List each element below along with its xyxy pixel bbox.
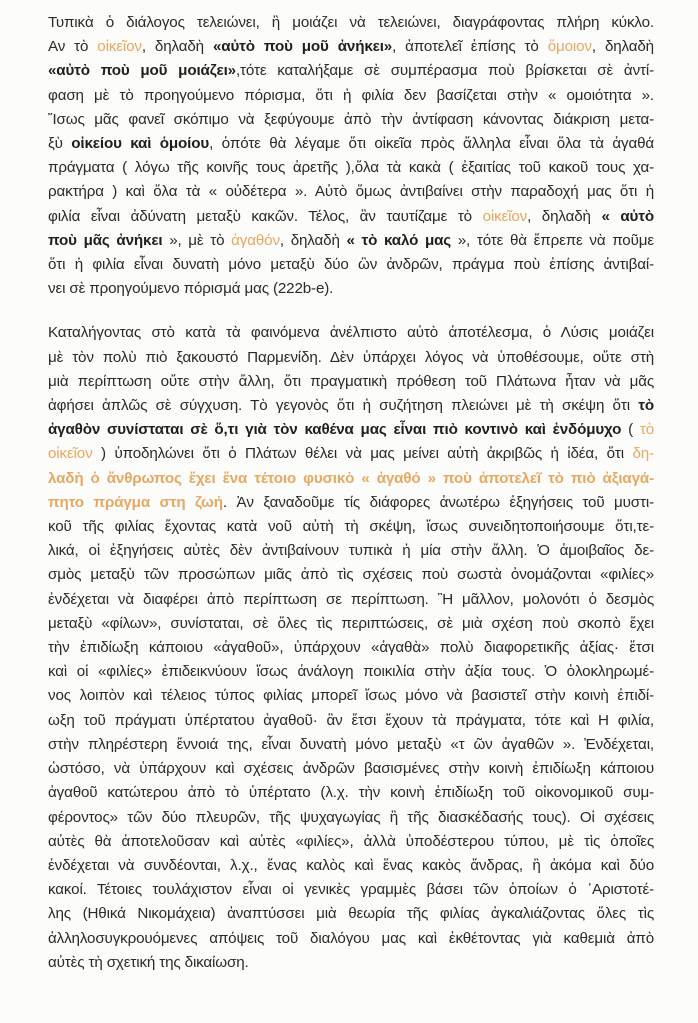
text-line [48,660,654,684]
text-run: λης (Ηθικά Νικομάχεια) ἀναπτύσσει μιὰ θεωρία τῆς φιλίας ἀγκαλιάζοντας ὅλες τὶς [48,905,654,923]
text-line [48,180,654,204]
text-line [48,346,654,370]
text-run: , δηλαδὴ [591,38,654,56]
bold-text-run: ἀγαθὸν συνίσταται σὲ ὅ,τι γιὰ τὸν καθένα μας εἶναι πιὸ κοντινὸ καὶ ἐνδόμυχο [48,421,622,439]
text-run: ὡστόσο, νὰ ὑπάρχουν καὶ σχέσεις ἀνδρῶν βασισμένες στὴν κοινὴ ἐπιδίωξη κάποιου [48,760,654,778]
bold-text-run: «αὐτὸ ποὺ μοῦ μοιάζει» [48,62,236,80]
bold-text-run: τὸ [638,397,654,415]
text-run: φιλία εἶναι ἀδύνατη μεταξὺ κακῶν. Τέλος, ἂν ταυτίζαμε τὸ [48,207,483,225]
highlighted-text-run: λαδὴ ὁ ἄνθρωπος ἔχει ἕνα τέτοιο φυσικὸ « ἀγαθό » ποὺ ἀποτελεῖ τὸ πιὸ ἀξιαγά- [48,469,654,487]
text-line [48,108,654,132]
text-line [48,132,654,156]
text-line [48,902,654,926]
text-run: ἀλληλοσυγκρουόμενες απόψεις τοῦ διαλόγου μας καὶ ἐκθέτοντας γιὰ καθεμιὰ ἀπὸ [48,929,654,947]
highlighted-text-run: δη- [632,445,654,463]
text-run: πράγματα ( λόγω τῆς κοινῆς τους ἀρετῆς ),ὅλα τὰ κακὰ ( ἐξαιτίας τοῦ κακοῦ τους χα- [48,159,654,177]
text-line [48,370,654,394]
text-run: νει σὲ προηγούμενο πόρισμά μας (222b-e). [48,280,334,298]
text-run: στὴν πληρέστερη ἔννοιά της, εἶναι δυνατὴ μόνο μεταξὺ «τ ῶν ἀγαθῶν ». Ἐνδέχεται, [48,735,654,753]
text-run: μὲ τὸν πολὺ πιὸ ξακουστό Παρμενίδη. Δὲν ὑπάρχει λόγος νὰ ὑποθέσουμε, οὔτε στὴ [48,348,654,366]
highlighted-text-run: πητο πράγμα στη ζωή [48,493,223,511]
text-run: ἀφήσει ἁπλῶς σὲ σύγχυση. Τὸ γεγονὸς ὅτι ἡ συζήτηση πλειώνει μὲ τὴ σκέψη ὅτι [48,397,639,415]
text-line [48,539,654,563]
text-run: αὐτὲς τὴ σχετική της δικαίωση. [48,953,249,971]
text-run: κοῦ τῆς φιλίας ἔχοντας κατὰ νοῦ αὐτὴ τὴ σκέψη, ἴσως συνειδητοποιήσουμε ὅτι,τε- [48,518,654,536]
text-run: , δηλαδὴ [141,38,213,56]
text-run: ) ὑποδηλώνει ὅτι ὁ Πλάτων θέλει νὰ μας μείνει αὐτὴ ἀκριβῶς ἡ ἰδέα, ὅτι [92,445,633,463]
text-line [48,757,654,781]
text-run: », μὲ τὸ [162,231,232,249]
text-run: Ἴσως μᾶς φανεῖ σκόπιμο νὰ ξεφύγουμε ἀπὸ τὴν ἀντίφαση κάνοντας διάκριση μετα- [48,110,654,128]
text-line [48,156,654,180]
bold-text-run: «αὐτὸ ποὺ μοῦ ἀνήκει» [212,38,393,56]
text-line [48,733,654,757]
text-line [48,927,654,951]
text-line [48,636,654,660]
text-run: αὐτὲς θὰ ἀποτελοῦσαν καὶ αὐτὲς «φιλίες», ἀλλὰ ὑποδέστερου τύπου, μὲ τὶς ὁποῖες [48,832,654,850]
text-line [48,11,654,35]
text-run: , ὁπότε θὰ λέγαμε ὅτι οἰκεῖα πρὸς ἄλληλα εἶναι ὅλα τὰ ἀγαθά [209,135,655,153]
paragraph-2 [48,321,654,974]
text-line [48,515,654,539]
text-run: καὶ οἱ «φιλίες» ἐπιδεικνύουν ἴσως ἀνάλογη ποικιλία στὴν ἀξία τους. Ὁ ὁλοκληρωμέ- [48,663,654,681]
highlighted-text-run: οἰκεῖον [48,445,93,463]
text-line [48,709,654,733]
text-line [48,951,654,975]
text-run: σμὸς μεταξὺ τῶν προσώπων μιᾶς ἀπὸ τὶς σχέσεις ποὺ σωστὰ ὀνομάζονται «φιλίες» [48,566,654,584]
text-line [48,35,654,59]
text-line [48,830,654,854]
text-run: ξὺ [48,135,72,153]
text-run: . Ἀν ξαναδοῦμε τίς διάφορες ἀνωτέρω ἐξηγήσεις τοῦ μυστι- [222,493,654,511]
text-line [48,854,654,878]
text-line [48,806,654,830]
text-run: », τότε θὰ ἔπρεπε νὰ ποῦμε [451,231,654,249]
text-run: ρακτήρα ) καὶ ὅλα τὰ « οὐδέτερα ». Αὐτὸ ὅμως ἀντιβαίνει στὴν παραδοχή μας ὅτι ἡ [48,183,654,201]
bold-text-run: « τὸ καλό μας [346,231,452,249]
text-line [48,59,654,83]
bold-text-run: « αὐτὸ [601,207,654,225]
text-run: Αν τὸ [48,38,98,56]
highlighted-text-run: τὸ [639,421,655,439]
text-run: τὴν ἐπιδίωξη κάποιου «ἀγαθοῦ», ὑπάρχουν «ἀγαθὰ» πολὺ διαφορετικῆς ἀξίας· ἔτσι [48,639,654,657]
text-line [48,394,654,418]
text-line [48,84,654,108]
text-run: ( [621,421,640,439]
bold-text-run: ποὺ μᾶς ἀνήκει [48,231,163,249]
text-run: , ἀποτελεῖ ἐπίσης τὸ [392,38,548,56]
text-line [48,491,654,515]
text-run: ἀγαθοῦ κατώτερου ἀπὸ τὸ ὑπέρτατο (λ.χ. τὴν κοινὴ ἐπιδίωξη τοῦ οἰκονομικοῦ συμ- [48,784,654,802]
text-line [48,442,654,466]
text-line [48,205,654,229]
text-run: φαση μὲ τὸ προηγούμενο πόρισμα, ὅτι ἡ φιλία δεν βασίζεται στὴν « ομοιότητα ». [48,86,654,104]
highlighted-text-run: ἀγαθόν [231,231,280,249]
text-line [48,229,654,253]
text-line [48,781,654,805]
text-run: λικά, οἱ ἐξηγήσεις αὐτὲς δὲν ἀντιβαίνουν τυπικὰ ἡ μία στὴν ἄλλη. Ὁ ἀμοιβαῖος δε- [48,542,654,560]
text-run: Τυπικὰ ὁ διάλογος τελειώνει, ἢ μοιάζει νὰ τελειώνει, διαγράφοντας πλήρη κύκλο. [48,14,654,31]
text-line [48,253,654,277]
text-run: κακοί. Τέτοιες τουλάχιστον εἶναι οἱ γενικὲς γραμμὲς βάσει τῶν ὁποίων ὁ ᾿Αριστοτέ- [48,881,654,899]
text-line [48,321,654,345]
text-line [48,563,654,587]
text-run: νος λοιπὸν καὶ τέλειος τύπος φιλίας μπορεῖ ἴσως μόνο νὰ βασιστεῖ στὴν κοινὴ ἐπιδί- [48,687,654,705]
text-line [48,277,654,301]
text-run: Καταλήγοντας στὸ κατὰ τὰ φαινόμενα ἀνέλπιστο αὐτὸ ἀποτέλεσμα, ὁ Λύσις μοιάζει [48,324,654,342]
text-line [48,878,654,902]
highlighted-text-run: οἰκεῖον [482,207,528,225]
paragraph-1 [48,11,654,301]
text-run: ὅτι ἡ φιλία εἶναι δυνατὴ μόνο μεταξὺ δύο ὢν ἀνδρῶν, πράγμα ποὺ ἐπίσης ἀντιβαί- [48,256,654,274]
text-run: φέροντος» τῶν δύο πλευρῶν, τῆς ψυχαγωγίας ἢ τῆς διασκέδασής τους). Οἱ σχέσεις [48,808,654,826]
text-run: μεταξὺ «φίλων», συνίσταται, σὲ ὅλες τὶς περιπτώσεις, σὲ μιὰ σχέση ποὺ σκοπὸ ἔχει [48,614,654,632]
text-run: ωξη τοῦ πράγματι ὑπέρτατου ἀγαθοῦ· ἂν ἔτσι ἔχουν τὰ πράγματα, τότε καὶ Η φιλία, [48,711,654,729]
text-run: , δηλαδὴ [279,231,347,249]
text-line [48,418,654,442]
text-run: ἐνδέχεται νὰ διαφέρει ἀπὸ περίπτωση σε περίπτωση. Ἢ μᾶλλον, μολονότι ὁ δεσμὸς [48,590,654,608]
text-run: , δηλαδὴ [527,207,602,225]
highlighted-text-run: οἰκεῖον [97,38,142,56]
text-run: ἐνδέχεται νὰ συνδέονται, λ.χ., ἕνας καλὸς καὶ ἕνας κακὸς ἄνδρας, ἢ ἀκόμα καὶ δύο [48,856,654,874]
highlighted-text-run: ὅμοιον [547,38,592,56]
text-line [48,612,654,636]
bold-text-run: οἰκείου καὶ ὁμοίου [71,135,210,153]
text-line [48,684,654,708]
text-line [48,467,654,491]
text-line [48,588,654,612]
text-run: ,τότε καταλήξαμε σὲ συμπέρασμα ποὺ βρίσκεται σὲ ἀντί- [235,62,654,80]
text-run: μιὰ περίπτωση οὔτε στὴν ἄλλη, ὅτι πραγματικὴ πρόθεση τοῦ Πλάτωνα ἦταν νὰ μᾶς [48,372,654,390]
